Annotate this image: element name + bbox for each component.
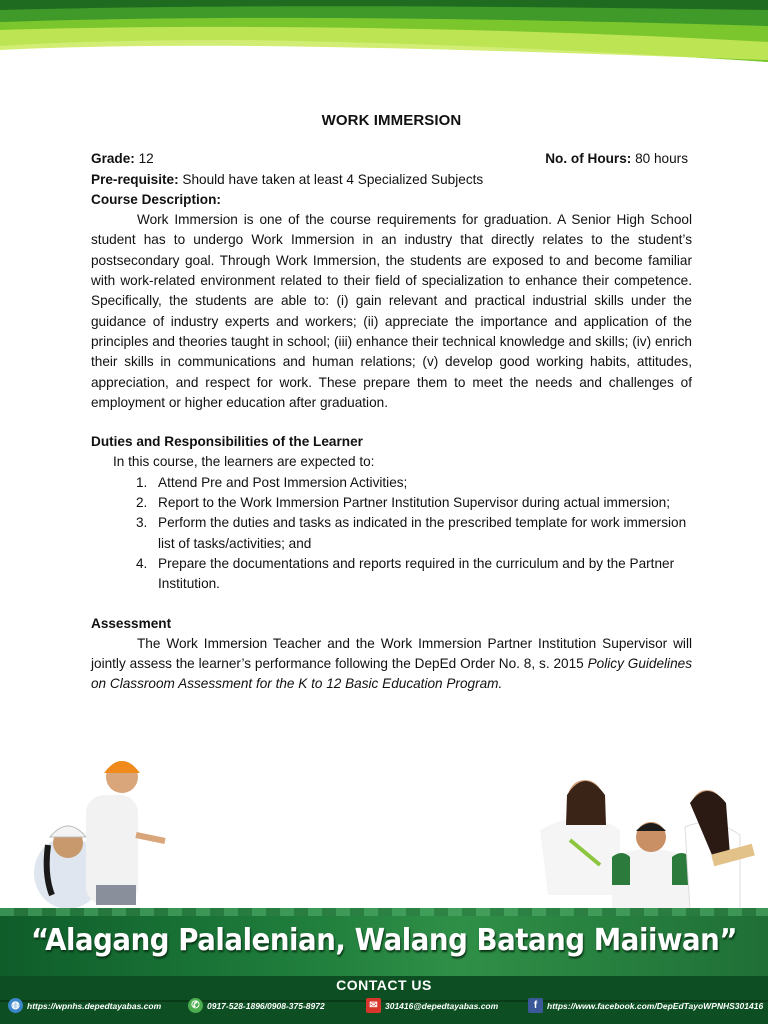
list-item [91,493,692,513]
prerequisite-value: Should have taken at least 4 Specialized Subjects [178,171,484,187]
grade-label: Grade: [91,151,135,167]
student-hardhat-boy [86,761,165,905]
prerequisite-label: Pre-requisite: [91,171,179,187]
list-item-text: Perform the duties and tasks as indicated in the prescribed template for work immersion list of tasks/activities; and [158,515,687,551]
contact-email[interactable] [366,998,498,1013]
hours-label: No. of Hours: [545,151,632,167]
contact-phone[interactable] [188,998,325,1013]
list-item-number: 4. [136,555,148,571]
header-swoosh [0,0,768,70]
document-body [91,108,692,695]
globe-icon: ◍ [8,998,23,1013]
contact-facebook[interactable] [528,998,763,1013]
list-item-text: Attend Pre and Post Immersion Activities; [158,474,408,490]
students-illustration [0,745,768,910]
course-description-label: Course Description: [91,191,221,207]
duties-heading: Duties and Responsibilities of the Learner [91,434,363,450]
grade-field [91,149,154,169]
list-item-number: 3. [136,515,148,531]
hours-value: 80 hours [631,151,688,167]
list-item-text: Prepare the documentations and reports required in the curriculum and by the Partner Institution. [158,555,675,592]
list-item-number: 1. [136,474,148,490]
list-item-number: 2. [136,495,148,511]
list-item [91,513,692,554]
contact-title: CONTACT US [336,977,432,993]
assessment-policy-title: Policy Guidelines on Classroom Assessment for the K to 12 Basic Education Program. [91,656,692,692]
facebook-text: https://www.facebook.com/DepEdTayoWPNHS301416 [547,1000,764,1011]
student-boy-middle [612,822,690,910]
list-item [91,554,692,595]
duties-intro: In this course, the learners are expected to: [113,454,375,470]
document-title: WORK IMMERSION [321,112,462,129]
contact-website[interactable] [8,998,161,1013]
course-description-text: Work Immersion is one of the course requirements for graduation. A Senior High School student has to undergo Work Immersion in an industry that directly relates to the student’s postsecondary goal. Through Work Immersion, the students are exposed to and become familiar with work-related environment related to their field of specialization to enhance their competence. Specifically, the students are able to: (i) gain relevant and practical industrial skills under the guidance of industry experts and workers; (ii) appreciate the importance and application of the principles and theories taught in school; (iii) enhance their technical knowledge and skills; (iv) enrich their skills in communications and human relations; (v) develop good working habits, attitudes, appreciation, and respect for work. These prepare them to meet the needs and challenges of employment or higher education after graduation. [91,212,692,410]
grade-value: 12 [134,151,154,167]
website-text: https://wpnhs.depedtayabas.com [27,1000,162,1011]
grade-hours-row [91,149,692,169]
assessment-heading: Assessment [91,615,172,631]
facebook-icon: f [528,998,543,1013]
list-item-text: Report to the Work Immersion Partner Institution Supervisor during actual immersion; [158,495,670,511]
prerequisite-field [91,170,692,190]
assessment-text: The Work Immersion Teacher and the Work Immersion Partner Institution Supervisor will jointly assess the learner’s performance following the DepEd Order No. 8, s. 2015 [91,635,692,672]
duties-list [91,473,692,595]
assessment-paragraph [91,634,692,695]
hours-field [545,149,688,169]
list-item [91,473,692,493]
phone-text: 0917-528-1896/0908-375-8972 [207,1000,325,1011]
slogan-text: “Alagang Palalenian, Walang Batang Maiiwan” [30,923,738,958]
phone-icon: ✆ [188,998,203,1013]
slogan-banner [0,908,768,976]
student-girl-right [685,790,755,910]
email-text: 301416@depedtayabas.com [385,1000,499,1011]
mail-icon: ✉ [366,998,381,1013]
student-girl-left [540,780,620,895]
